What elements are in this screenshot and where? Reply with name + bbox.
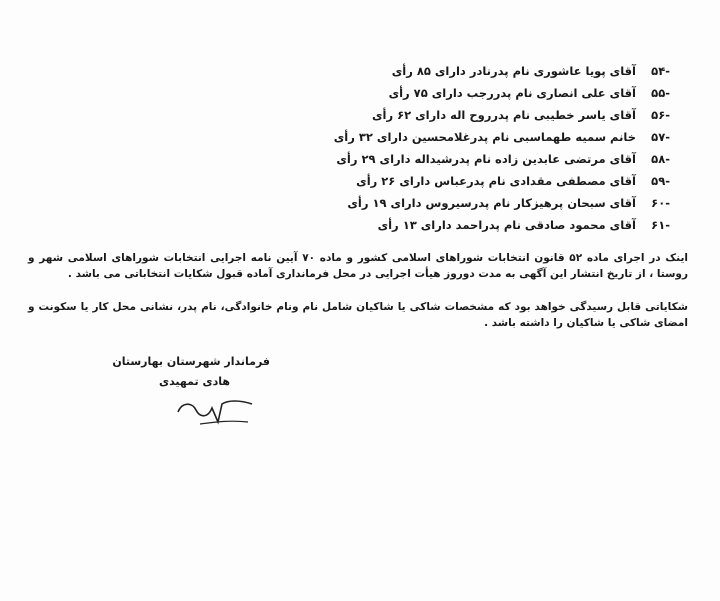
- list-item: [310, 214, 670, 236]
- item-text: آقای علی انصاری نام پدررجب دارای ۷۵ رأی: [388, 86, 636, 100]
- signatory-name: هادی تمهیدی: [158, 375, 230, 388]
- item-text: آقای سبحان پرهیزکار نام پدرسیروس دارای ۱۹ رأی: [347, 196, 636, 210]
- handwritten-signature: [170, 392, 260, 432]
- item-number: -۵۶: [651, 108, 670, 122]
- list-item: [310, 82, 670, 104]
- item-number: -۵۸: [651, 152, 670, 166]
- list-item: [310, 192, 670, 214]
- item-number: -۵۹: [651, 174, 670, 188]
- list-item: [310, 104, 670, 126]
- item-text: خانم سمیه طهماسبی نام پدرغلامحسین دارای ۳۲ رأی: [333, 130, 636, 144]
- item-number: -۶۱: [651, 218, 670, 232]
- item-text: آقای محمود صادقی نام پدراحمد دارای ۱۳ رأی: [377, 218, 636, 232]
- item-text: آقای مرتضی عابدین زاده نام پدرشیداله دارای ۲۹ رأی: [336, 152, 636, 166]
- list-item: [310, 126, 670, 148]
- item-number: -۵۴: [651, 64, 670, 78]
- item-number: -۵۷: [651, 130, 670, 144]
- item-number: -۵۵: [651, 86, 670, 100]
- item-text: آقای مصطفی مقدادی نام پدرعباس دارای ۲۶ رأی: [356, 174, 636, 188]
- list-item: [310, 148, 670, 170]
- candidate-list: [310, 60, 670, 236]
- complaint-notice-paragraph: اینک در اجرای ماده ۵۲ قانون انتخابات شوراهای اسلامی کشور و ماده ۷۰ آیین نامه اجرایی انتخابات شوراهای اسلامی شهر و روستا ، از تاریخ انتشار این آگهی به مدت دوروز هیأت اجرایی در محل فرمانداری آماده قبول شکایات انتخاباتی می باشد .: [28, 252, 688, 280]
- item-text: آقای پویا عاشوری نام پدرنادر دارای ۸۵ رأی: [391, 64, 636, 78]
- signatory-title: فرماندار شهرستان بهارستان: [112, 355, 270, 368]
- list-item: [310, 170, 670, 192]
- list-item: [310, 60, 670, 82]
- item-number: -۶۰: [651, 196, 670, 210]
- complaint-requirements-paragraph: شکایاتی قابل رسیدگی خواهد بود که مشخصات شاکی یا شاکیان شامل نام ونام خانوادگی، نام پدر، نشانی محل کار یا سکونت و امضای شاکی یا شاکیان را داشته باشد .: [28, 301, 688, 329]
- item-text: آقای یاسر خطیبی نام پدرروح اله دارای ۶۲ رأی: [371, 108, 636, 122]
